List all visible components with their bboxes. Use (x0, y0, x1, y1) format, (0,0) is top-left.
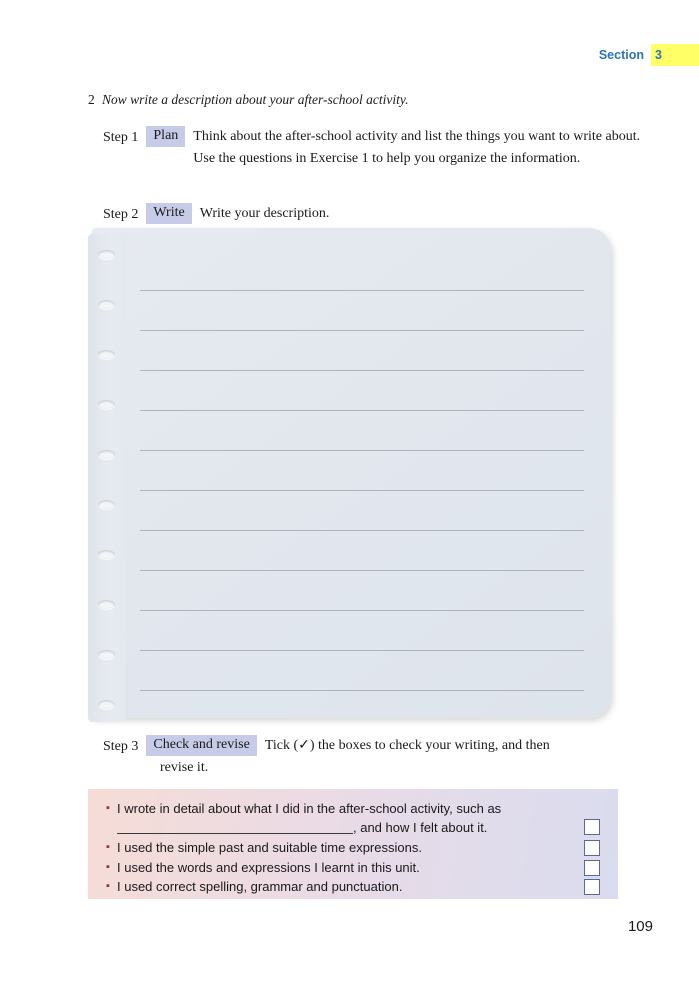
binder-hole-icon (98, 300, 115, 309)
checklist-box (88, 789, 618, 899)
checklist-item-text: I used correct spelling, grammar and punctuation. (117, 879, 403, 895)
step-1-text: Think about the after-school activity and list the things you want to write about. Use the questions in Exercise 1 to help you organize the information. (193, 129, 641, 166)
step-1-label: Step 1 (103, 130, 139, 145)
checklist-item-text-before: I wrote in detail about what I did in the after-school activity, such as (117, 801, 502, 816)
checklist-item-text: I used the words and expressions I learnt in this unit. (117, 859, 420, 875)
step-plan (103, 126, 641, 169)
writing-line[interactable] (140, 450, 584, 451)
step-check-and-revise (103, 735, 641, 778)
step-3-label: Step 3 (103, 739, 139, 754)
step-write (103, 203, 641, 226)
bullet-icon: ▪ (106, 880, 110, 893)
step-1-tag: Plan (146, 126, 185, 147)
step-2-label: Step 2 (103, 207, 139, 222)
checkbox[interactable] (584, 860, 600, 876)
binder-hole-icon (98, 350, 115, 359)
writing-line[interactable] (140, 530, 584, 531)
checklist-item-text (117, 800, 604, 838)
step-3-text-line2: revise it. (160, 759, 209, 775)
step-3-tag: Check and revise (146, 735, 256, 756)
section-header (599, 44, 699, 66)
writing-line[interactable] (140, 570, 584, 571)
binder-hole-icon (98, 550, 115, 559)
writing-line[interactable] (140, 290, 584, 291)
writing-line[interactable] (140, 330, 584, 331)
section-number-badge (651, 44, 699, 66)
fill-in-blank[interactable] (117, 820, 353, 834)
list-item (106, 878, 604, 897)
writing-line[interactable] (140, 370, 584, 371)
section-label: Section (598, 48, 644, 62)
writing-line[interactable] (140, 690, 584, 691)
list-item (106, 839, 604, 858)
checkbox[interactable] (584, 819, 600, 835)
writing-line[interactable] (140, 610, 584, 611)
step-3-text: Tick (✓) the boxes to check your writing, and then (264, 738, 550, 753)
checklist-item-text-after: , and how I felt about it. (353, 819, 488, 835)
writing-line[interactable] (140, 490, 584, 491)
bullet-icon: ▪ (106, 860, 110, 873)
list-item (106, 859, 604, 878)
checkbox[interactable] (584, 840, 600, 856)
binder-hole-icon (98, 250, 115, 259)
list-item (106, 800, 604, 838)
writing-line[interactable] (140, 650, 584, 651)
notepad-writing-area[interactable] (88, 228, 611, 722)
bullet-icon: ▪ (106, 840, 110, 853)
section-number: 3 (655, 48, 662, 62)
checkbox[interactable] (584, 879, 600, 895)
exercise-number: 2 (88, 92, 95, 107)
step-2-tag: Write (146, 203, 191, 224)
binder-hole-icon (98, 700, 115, 709)
exercise-heading (88, 92, 639, 108)
binder-hole-icon (98, 450, 115, 459)
binder-hole-icon (98, 500, 115, 509)
notepad-page[interactable] (92, 228, 611, 718)
exercise-instruction: Now write a description about your after-school activity. (102, 92, 409, 107)
binder-hole-icon (98, 600, 115, 609)
step-2-text: Write your description. (199, 206, 330, 221)
bullet-icon: ▪ (106, 802, 110, 814)
writing-line[interactable] (140, 410, 584, 411)
checklist-item-text: I used the simple past and suitable time expressions. (117, 839, 422, 855)
page-number: 109 (627, 918, 653, 935)
binder-hole-icon (98, 400, 115, 409)
binder-hole-icon (98, 650, 115, 659)
